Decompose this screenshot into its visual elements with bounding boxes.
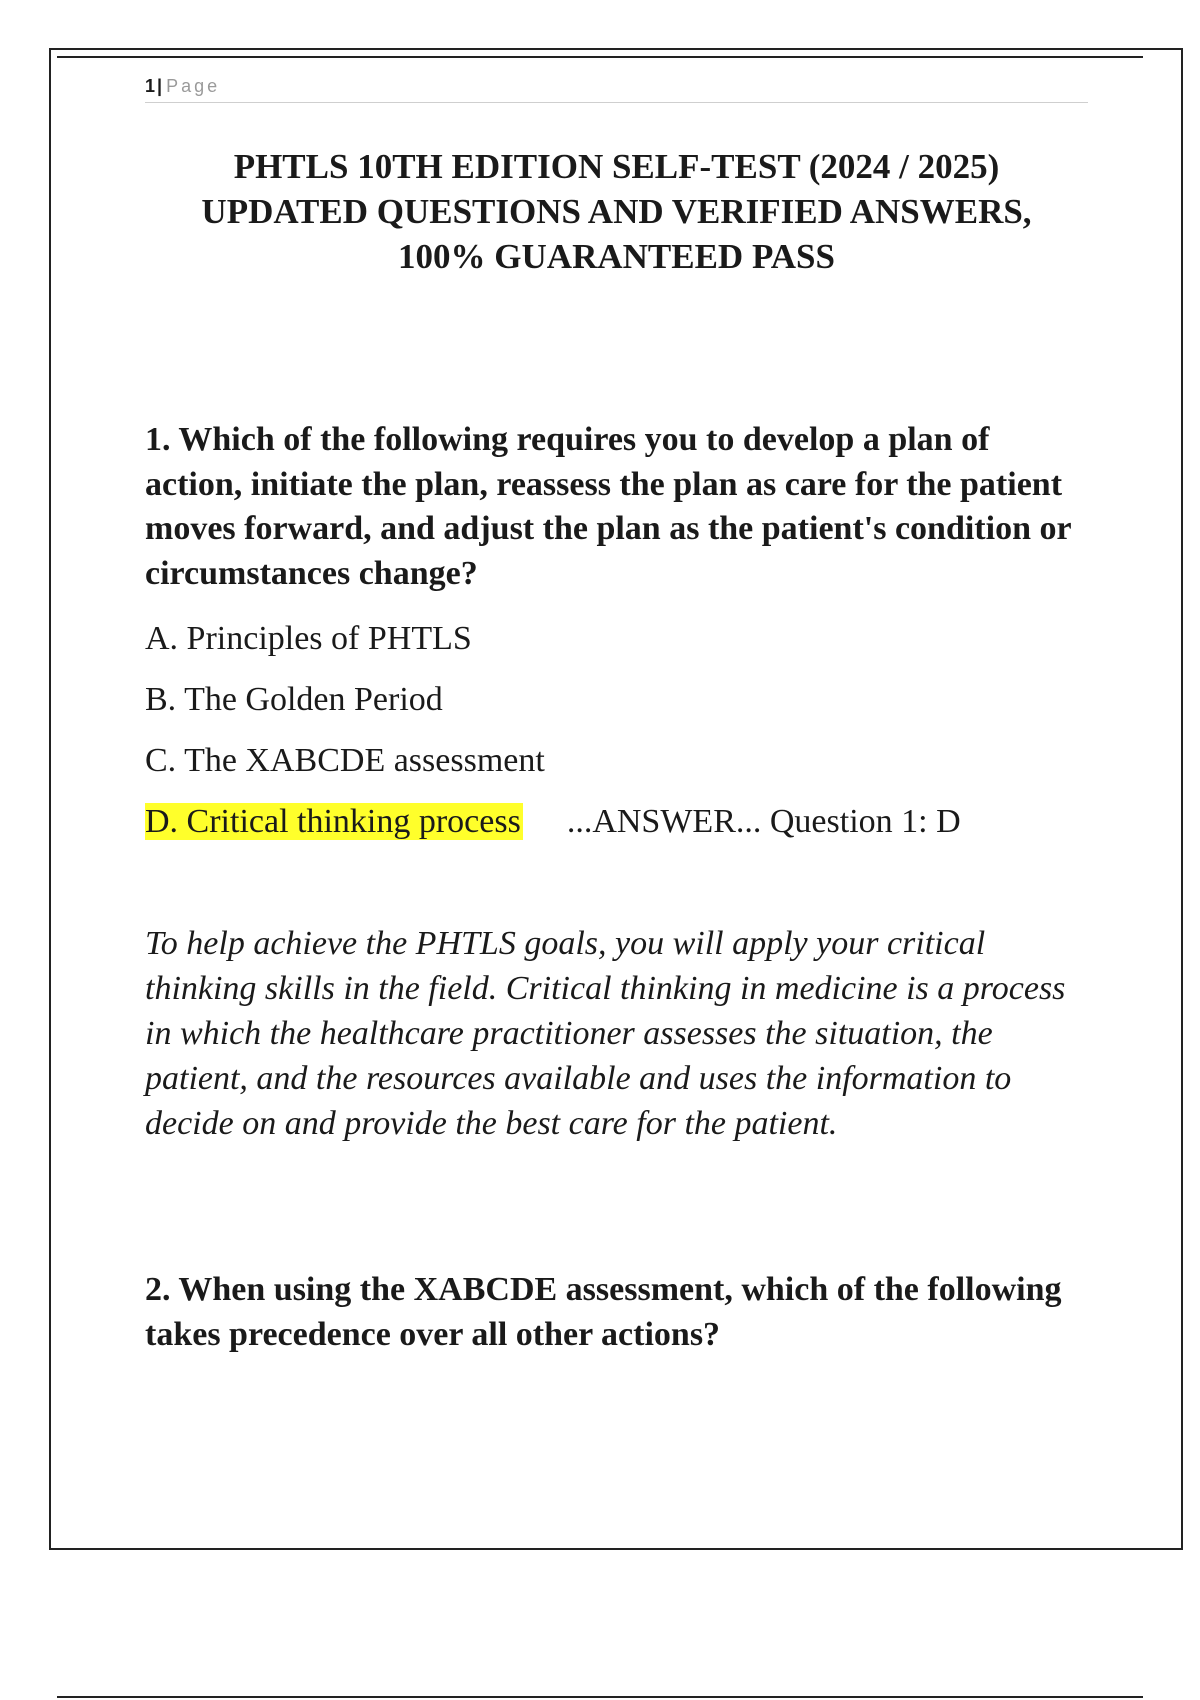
question-1-answer-note: ...ANSWER... Question 1: D [566,803,961,840]
page-number: 1 [145,76,156,96]
page-header [145,72,1088,103]
question-1-text: 1. Which of the following requires you to develop a plan of action, initiate the plan, reassess the plan as care for the patient moves forward, and adjust the plan as the patient's condition or circumstances change? [145,421,1071,592]
title-line-3: 100% GUARANTEED PASS [398,237,835,276]
document-title [145,144,1088,279]
question-1-option-d-highlighted: D. Critical thinking process [145,803,521,840]
question-1-option-c: C. The XABCDE assessment [145,742,545,779]
question-1-option-b: B. The Golden Period [145,681,443,718]
title-line-1: PHTLS 10TH EDITION SELF-TEST (2024 / 2025) [233,147,1000,186]
question-1-explanation: To help achieve the PHTLS goals, you will apply your critical thinking skills in the field. Critical thinking in medicine is a process in which the healthcare practitioner assesses the situation, the patient, and the resources available and uses the information to decide on and provide the best care for the patient. [145,925,1066,1142]
title-line-2: UPDATED QUESTIONS AND VERIFIED ANSWERS, [201,192,1032,231]
page-separator: | [157,76,163,96]
question-1-option-a: A. Principles of PHTLS [145,620,472,657]
page-label: Page [166,76,221,96]
question-1-option-d-row [145,800,1088,844]
bottom-rule [57,1696,1143,1698]
question-2-text: 2. When using the XABCDE assessment, which of the following takes precedence over all other actions? [145,1271,1062,1353]
